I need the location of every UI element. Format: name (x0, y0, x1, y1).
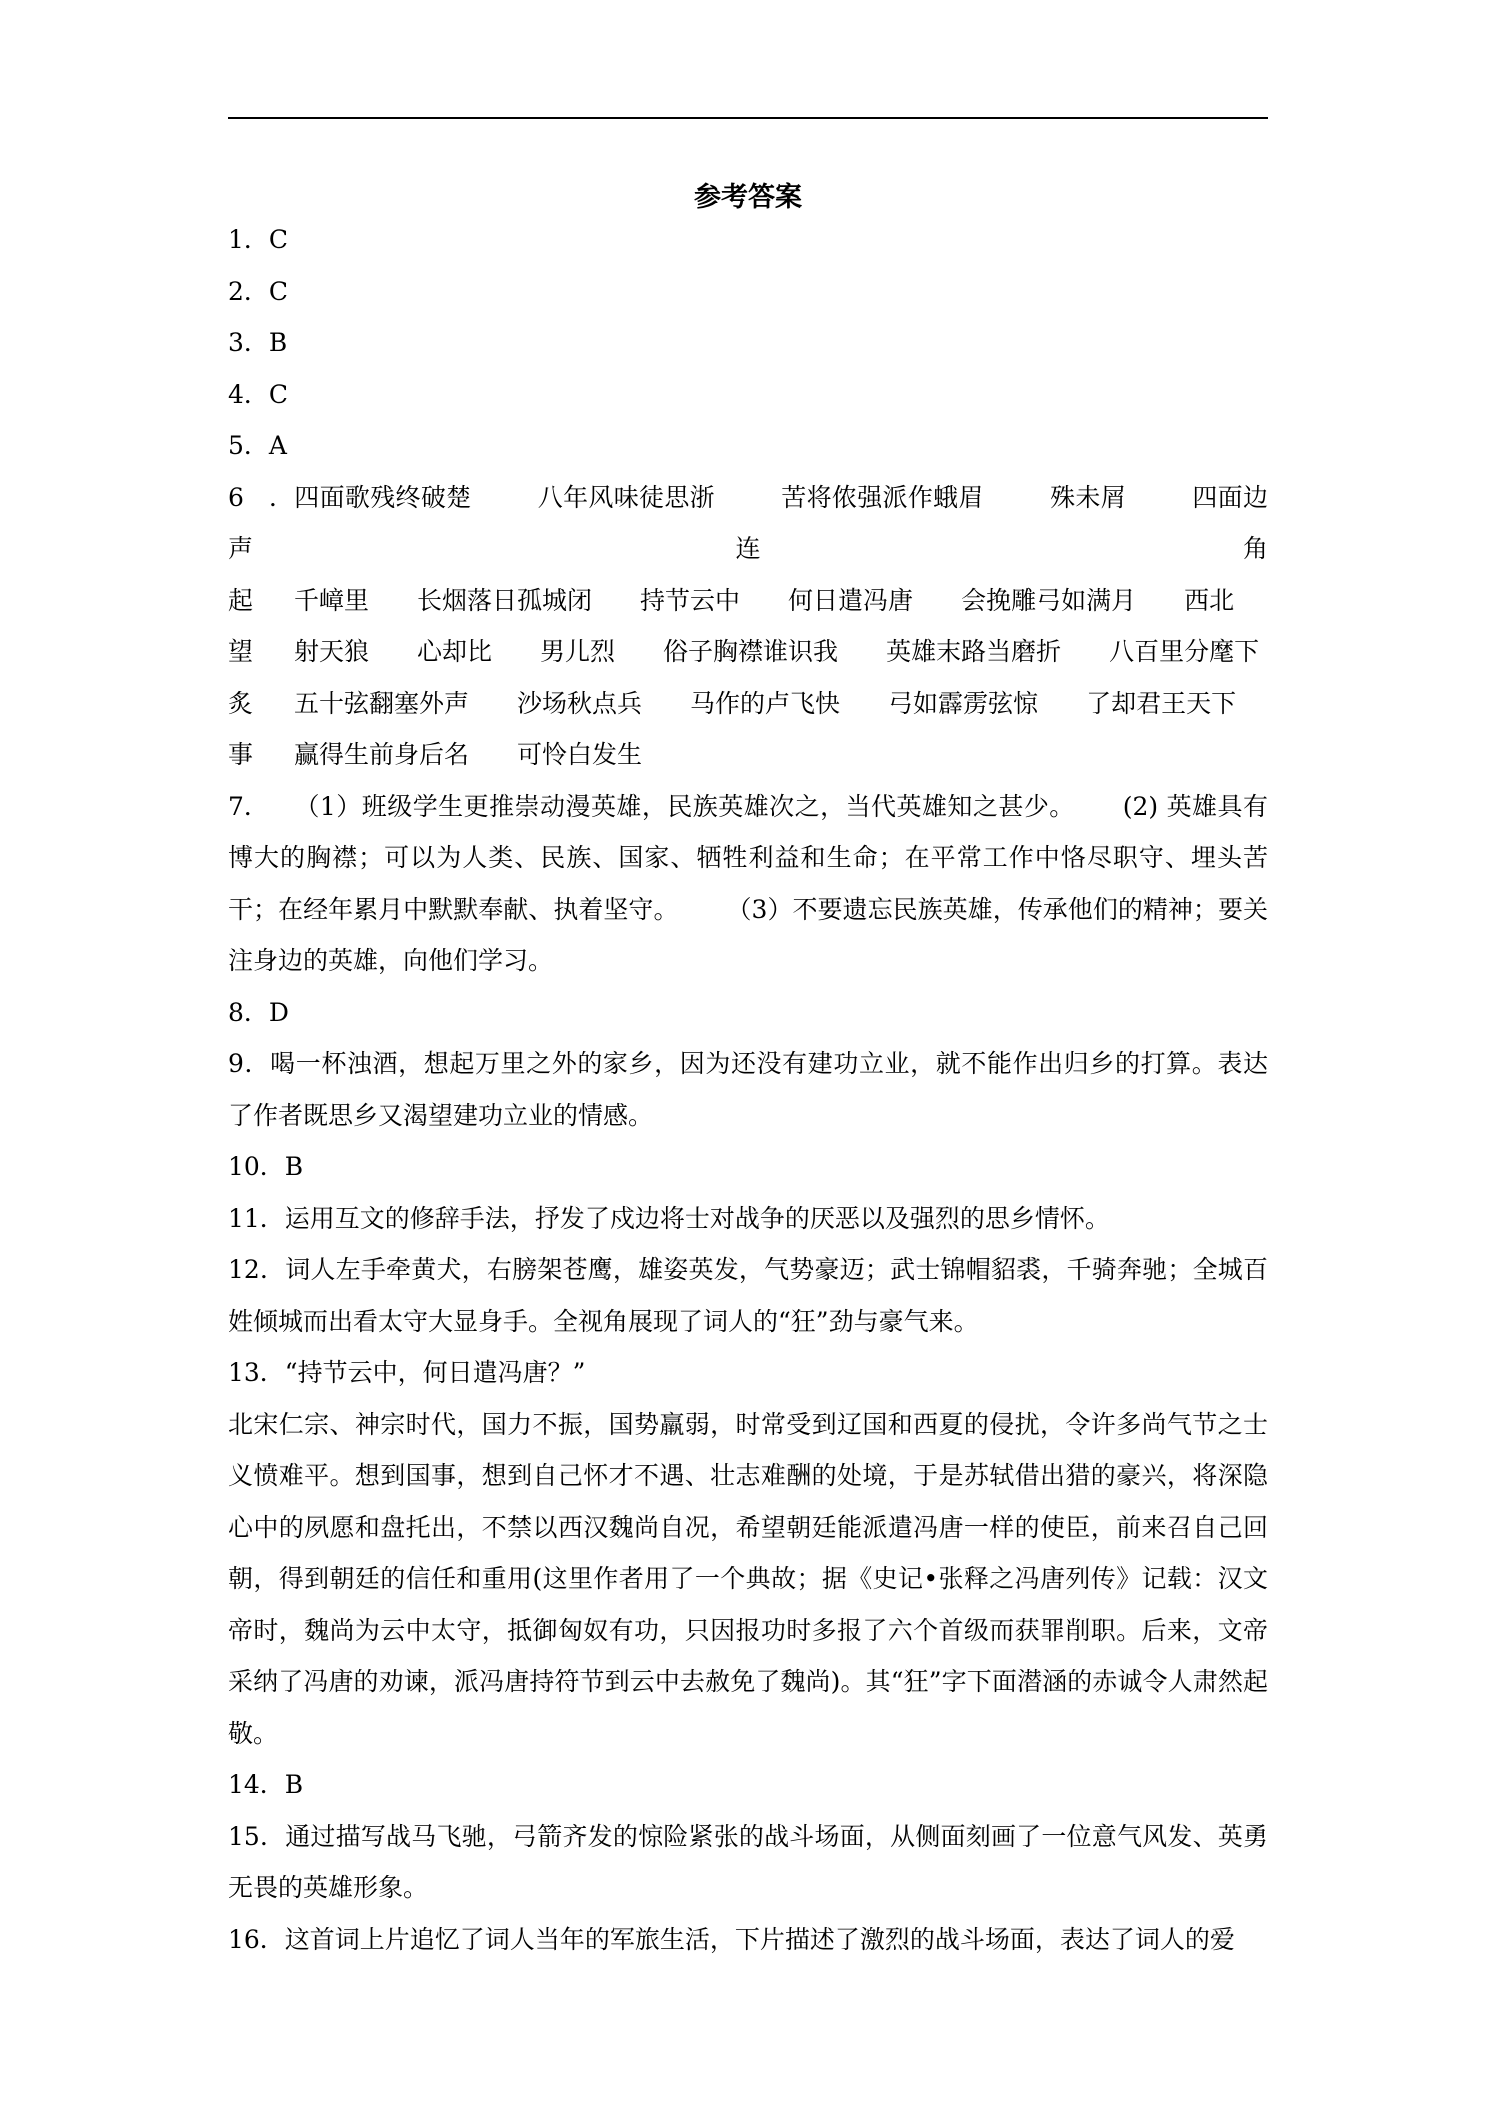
answer-7-number: 7． (228, 791, 269, 821)
answer-6-line-1: 6．四面歌残终破楚 八年风味徒思浙 苦将侬强派作蛾眉 殊未屑 四面边声连角 (228, 472, 1268, 575)
answer-6-number: 6． (228, 482, 294, 512)
answer-8: 8．D (228, 997, 289, 1027)
answer-list (228, 214, 1268, 1965)
answer-13-head: 13．“持节云中，何日遣冯唐？” (228, 1358, 586, 1387)
header-rule (228, 117, 1268, 119)
answer-6-line-5: 事 赢得生前身后名 可怜白发生 (228, 740, 643, 769)
answer-1: 1．C (228, 225, 289, 254)
answer-11: 11．运用互文的修辞手法，抒发了戍边将士对战争的厌恶以及强烈的思乡情怀。 (228, 1203, 1110, 1233)
answer-7-part-2: (2) 英雄具有博大的胸襟；可以为人类、民族、国家、牺牲利益和生命；在平常工作中恪尽职守、埋头苦干；在经年累月中默默奉献、执着坚守。 (228, 791, 1268, 924)
answer-5: 5．A (228, 431, 287, 460)
answer-4: 4．C (228, 379, 289, 409)
answer-9: 9．喝一杯浊酒，想起万里之外的家乡，因为还没有建功立业，就不能作出归乡的打算。表达了作者既思乡又渴望建功立业的情感。 (228, 1049, 1268, 1130)
answer-12: 12．词人左手牵黄犬，右膀架苍鹰，雄姿英发，气势豪迈；武士锦帽貂裘，千骑奔驰；全城百姓倾城而出看太守大显身手。全视角展现了词人的“狂”劲与豪气来。 (228, 1255, 1268, 1336)
answer-14: 14．B (228, 1770, 304, 1799)
answer-16: 16．这首词上片追忆了词人当年的军旅生活，下片描述了激烈的战斗场面，表达了词人的爱 (228, 1924, 1235, 1954)
answer-6 (228, 472, 1268, 781)
answer-6-line-3: 望 射天狼 心却比 男儿烈 俗子胸襟谁识我 英雄末路当磨折 八百里分麾下 (228, 637, 1260, 666)
answer-13-body: 北宋仁宗、神宗时代，国力不振，国势羸弱，时常受到辽国和西夏的侵扰，令许多尚气节之士义愤难平。想到国事，想到自己怀才不遇、壮志难酬的处境，于是苏轼借出猎的豪兴，将深隐心中的夙愿和盘托出，不禁以西汉魏尚自况，希望朝廷能派遣冯唐一样的使臣，前来召自己回朝，得到朝廷的信任和重用(这里作者用了一个典故；据《史记•张释之冯唐列传》记载：汉文帝时，魏尚为云中太守，抵御匈奴有功，只因报功时多报了六个首级而获罪削职。后来，文帝采纳了冯唐的劝谏，派冯唐持符节到云中去赦免了魏尚)。其“狂”字下面潜涵的赤诚令人肃然起敬。 (228, 1409, 1268, 1748)
page-title: 参考答案 (694, 182, 802, 213)
answer-3: 3．B (228, 328, 288, 357)
answer-6-line-2: 起 千嶂里 长烟落日孤城闭 持节云中 何日遣冯唐 会挽雕弓如满月 西北 (228, 585, 1235, 615)
answer-15: 15．通过描写战马飞驰，弓箭齐发的惊险紧张的战斗场面，从侧面刻画了一位意气风发、英勇无畏的英雄形象。 (228, 1821, 1268, 1902)
answer-7 (228, 781, 1268, 987)
answer-10: 10．B (228, 1152, 304, 1181)
answer-6-line-4: 炙 五十弦翻塞外声 沙场秋点兵 马作的卢飞快 弓如霹雳弦惊 了却君王天下 (228, 688, 1237, 718)
answer-7-part-1: （1）班级学生更推崇动漫英雄，民族英雄次之，当代英雄知之甚少。 (294, 791, 1075, 821)
answer-2: 2．C (228, 276, 289, 306)
answer-7-part-3: （3）不要遗忘民族英雄，传承他们的精神；要关注身边的英雄，向他们学习。 (228, 894, 1268, 975)
